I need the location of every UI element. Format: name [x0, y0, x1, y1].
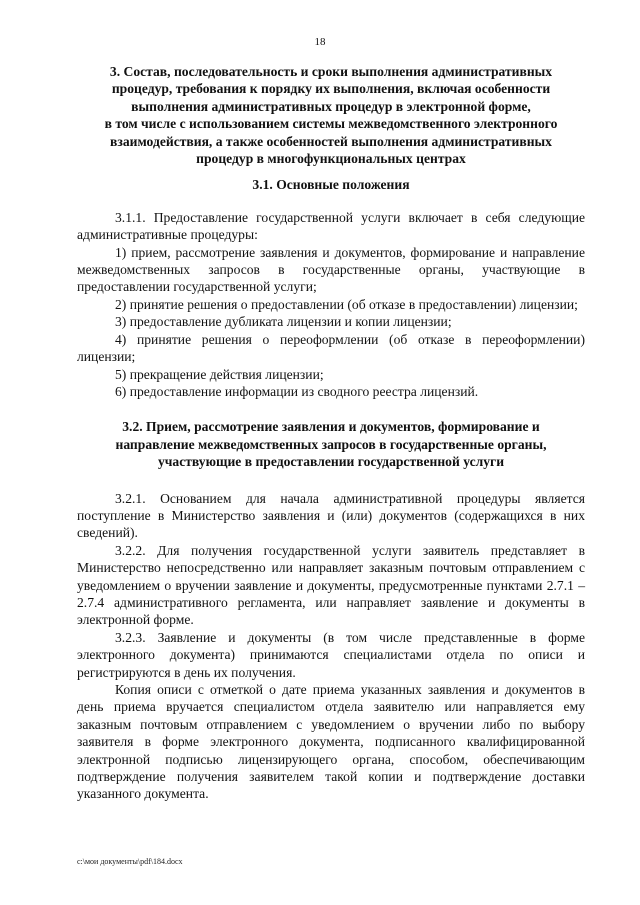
procedure-list-item: 3) предоставление дубликата лицензии и копии лицензии; [115, 314, 452, 330]
section-3-heading-line: взаимодействия, а также особенностей выполнения административных [110, 133, 552, 149]
section-3-1-heading: 3.1. Основные положения [252, 177, 410, 193]
procedure-list-item: 4) принятие решения о переоформлении (об отказе в переоформлении) лицензии; [77, 331, 585, 365]
file-path-footer: c:\мои документы\pdf\184.docx [77, 857, 183, 866]
section-3-heading [77, 63, 585, 167]
section-3-heading-line: выполнения административных процедур в электронной форме, [131, 98, 531, 114]
section-3-heading-line: 3. Состав, последовательность и сроки выполнения административных [109, 64, 553, 79]
section-3-heading-line: процедур, требования к порядку их выполнения, включая особенности [111, 81, 551, 97]
section-3-2-heading-line: направление межведомственных запросов в государственные органы, [115, 436, 547, 452]
page-number: 18 [314, 36, 326, 48]
procedure-list-item: 6) предоставление информации из сводного реестра лицензий. [115, 383, 479, 399]
paragraph-3-1-1: 3.1.1. Предоставление государственной услуги включает в себя следующие административные процедуры: [77, 209, 585, 243]
page-content [77, 63, 585, 803]
section-3-2-heading-line: участвующие в предоставлении государственной услуги [157, 454, 505, 470]
paragraph-3-2-3: 3.2.3. Заявление и документы (в том числе представленные в форме электронного документа) принимаются специалистами отдела по описи и регистрируются в день их получения. [77, 629, 585, 680]
procedure-list-item: 2) принятие решения о предоставлении (об отказе в предоставлении) лицензии; [115, 296, 578, 312]
section-3-heading-line: процедур в многофункциональных центрах [196, 151, 466, 167]
paragraph-3-2-2: 3.2.2. Для получения государственной услуги заявитель представляет в Министерство непосредственно или направляет заказным почтовым отправлением с уведомлением о вручении заявление и документы, предусмотренные пунктами 2.7.1 – 2.7.4 административного регламента, или направляет заявление и документы в электронной форме. [77, 542, 585, 628]
paragraph-inventory-copy: Копия описи с отметкой о дате приема указанных заявления и документов в день приема вручается специалистом отдела заявителю или направляется ему заказным почтовым отправлением с уведомлением о вручении либо по выбору заявителя в форме электронного документа, подписанного квалифицированной электронной подписью лицензирующего органа, способом, обеспечивающим подтверждение получения заявителем такой копии и подтверждение доставки указанного документа. [77, 682, 585, 802]
procedure-list-item: 1) прием, рассмотрение заявления и документов, формирование и направление межведомственных запросов в государственные органы, участвующие в предоставлении государственной услуги; [77, 244, 585, 295]
section-3-2-heading-line: 3.2. Прием, рассмотрение заявления и документов, формирование и [122, 419, 540, 435]
procedure-list-item: 5) прекращение действия лицензии; [115, 366, 324, 382]
section-3-2-heading [77, 418, 585, 470]
section-3-heading-line: в том числе с использованием системы межведомственного электронного [104, 116, 558, 132]
paragraph-3-2-1: 3.2.1. Основанием для начала административной процедуры является поступление в Министерство заявления и (или) документов (содержащихся в них сведений). [77, 490, 585, 541]
